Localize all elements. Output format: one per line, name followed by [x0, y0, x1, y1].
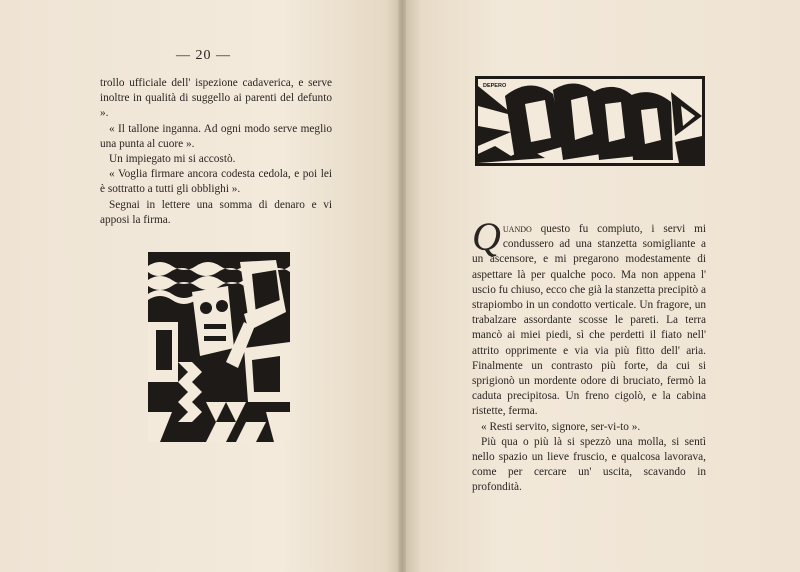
left-paragraph-3: Un impiegato mi si accostò. [109, 153, 236, 166]
left-paragraph-1: trollo ufficiale dell' ispezione cadaverica, e serve inoltre in qualità di suggello ai parenti del defunto ». [100, 77, 332, 120]
left-paragraph-2: « Il tallone inganna. Ad ogni modo serve meglio una punta al cuore ». [100, 122, 332, 150]
right-page-text [472, 214, 707, 496]
left-page-text [100, 76, 332, 228]
drop-cap: Q [472, 214, 501, 259]
book-gutter [398, 0, 406, 572]
woodcut-figure-illustration [148, 252, 290, 442]
right-paragraph-1 [472, 214, 707, 420]
left-paragraph-5: Segnai in lettere una somma di denaro e vi apposi la firma. [100, 198, 332, 226]
woodcut-signature: DEPERO [483, 83, 507, 89]
right-paragraph-2: « Resti servito, signore, ser-vi-to ». [481, 420, 641, 433]
right-paragraph-3: Più qua o più là si spezzò una molla, si sentì nello spazio un lieve fruscio, e qualcosa lavorava, come per cercare un' uscita, scavando in profondità. [472, 435, 706, 494]
lead-word: uando [502, 223, 532, 235]
woodcut-banner-illustration [475, 76, 705, 166]
left-paragraph-4: « Voglia firmare ancora codesta cedola, e poi lei è sottratto a tutti gli obblighi ». [100, 168, 332, 196]
right-paragraph-1-body: questo fu compiuto, i servi mi condussero ad una stanzetta somigliante a un ascensore, e mi pregarono modestamente di aspettare là per qualche poco. Ma non appena l' uscio fu chiuso, ecco che già la stanzetta precipitò a strapiombo in un condotto verticale. Un fragore, un trabalzare assordante scosse le pareti. La terra mancò ai miei piedi, sì che perdetti il fiato nell' attrito opprimente e via via più fitto dell' aria. Finalmente un contrasto più forte, da cui si sprigionò un mordente odore di bruciato, fermò la caduta precipitosa. Un freno cigolò, e la cabina ristette, ferma. [472, 223, 707, 418]
page-number: — 20 — [176, 48, 231, 63]
